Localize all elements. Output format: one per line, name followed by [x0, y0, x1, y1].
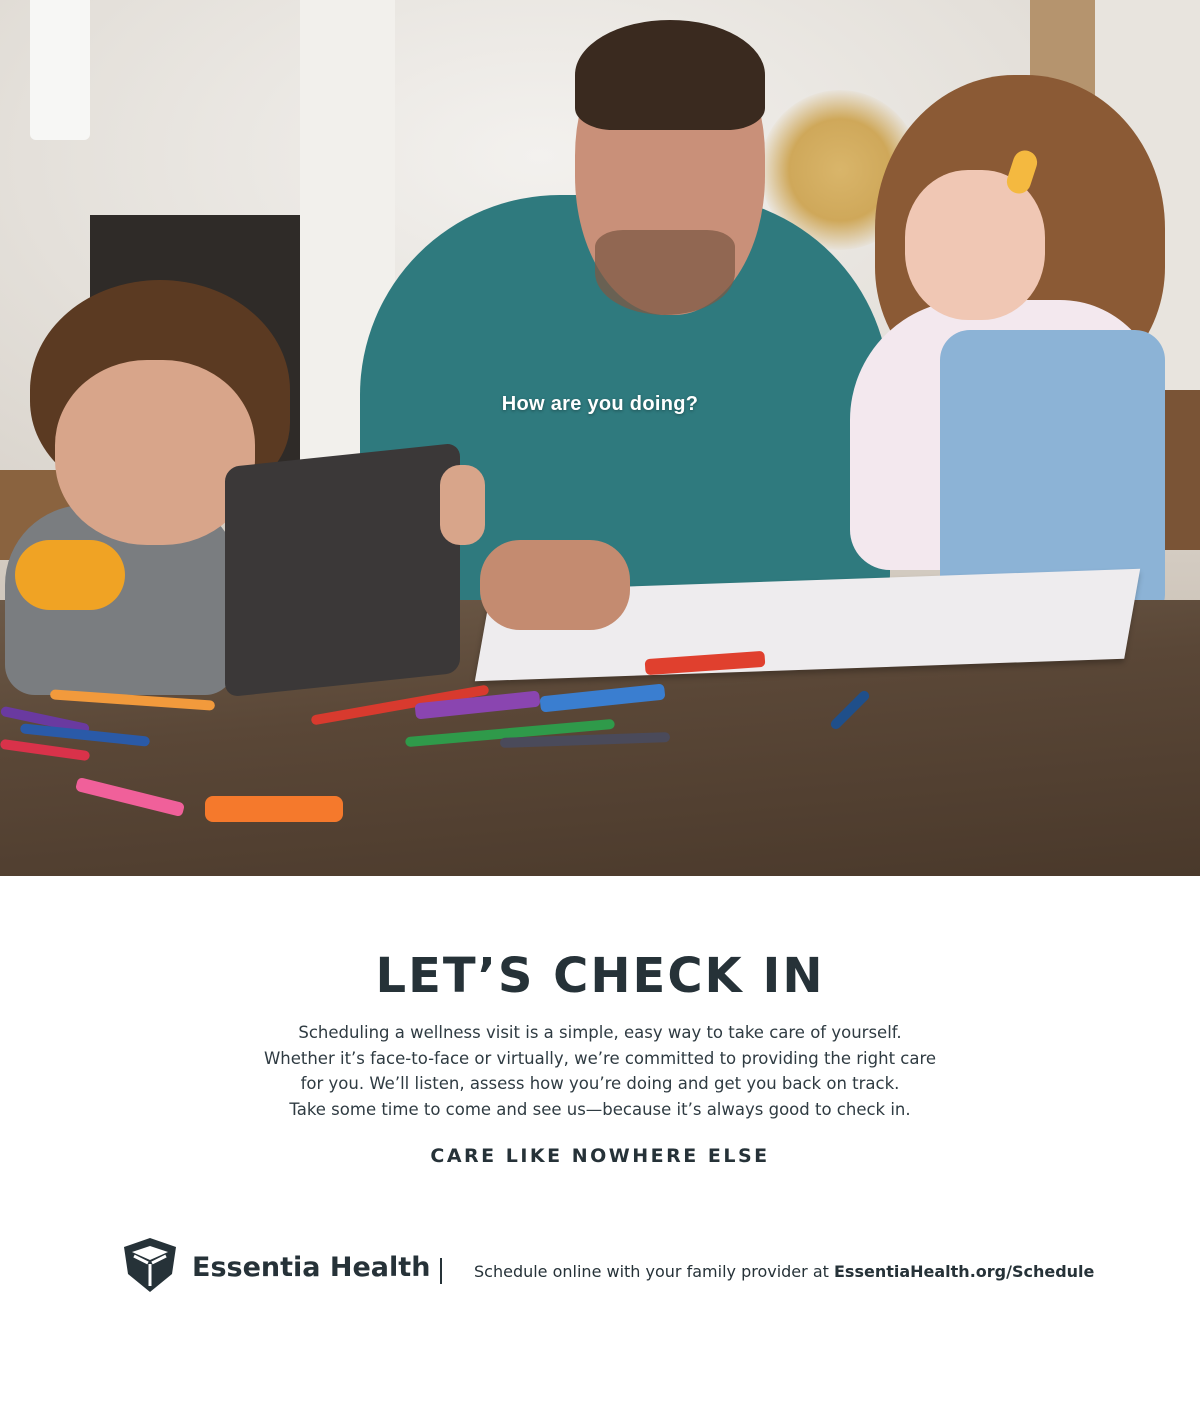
body-line: Take some time to come and see us—because it’s always good to check in. [289, 1099, 911, 1119]
body-line: Whether it’s face-to-face or virtually, we’re committed to providing the right care [263, 1048, 937, 1068]
tagline: CARE LIKE NOWHERE ELSE [430, 1145, 770, 1167]
father-beard [595, 230, 735, 315]
body-line: for you. We’ll listen, assess how you’re doing and get you back on track. [300, 1074, 900, 1093]
footer-divider [440, 1258, 442, 1284]
boy-shirt-stripe [15, 540, 125, 610]
schedule-text [474, 1262, 1094, 1281]
brand-name: Essentia Health [192, 1252, 431, 1283]
hero-caption: How are you doing? [501, 393, 699, 415]
marker [205, 796, 343, 822]
body-copy [240, 1020, 960, 1122]
boy-hand [440, 465, 485, 545]
schedule-prefix: Schedule online with your family provider at [474, 1262, 834, 1281]
body-line: Scheduling a wellness visit is a simple, easy way to take care of yourself. [298, 1023, 902, 1042]
tablet-device [225, 443, 460, 698]
essentia-shield-icon [122, 1236, 178, 1294]
father-hair [575, 20, 765, 130]
headline: LET’S CHECK IN [375, 948, 825, 1004]
schedule-link[interactable]: EssentiaHealth.org/Schedule [833, 1262, 1095, 1281]
father-arm [480, 540, 630, 630]
background-window [30, 0, 90, 140]
